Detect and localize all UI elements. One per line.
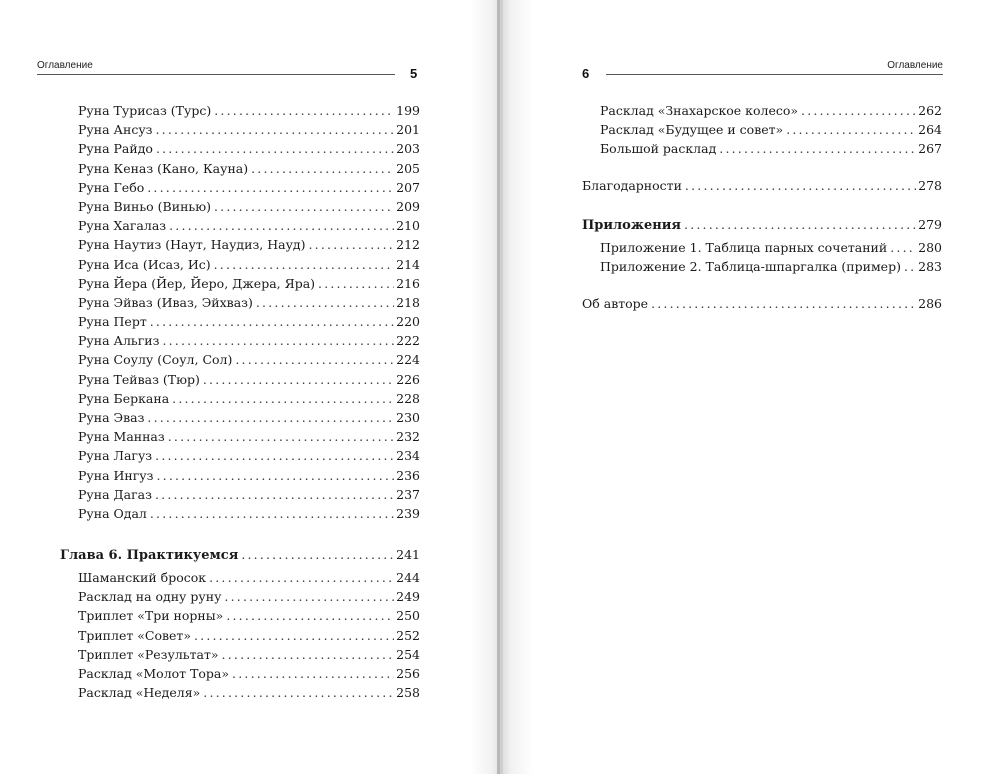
toc-entry-title: Руна Дагаз	[78, 486, 152, 502]
dot-leader	[194, 626, 394, 645]
running-head-title: Оглавление	[887, 60, 943, 71]
toc-about	[582, 294, 942, 313]
toc-entry-page: 209	[396, 198, 420, 214]
toc-entry-page: 210	[396, 218, 420, 234]
toc-entry-page: 214	[396, 256, 420, 272]
toc-entry-page: 216	[396, 275, 420, 291]
toc-entry[interactable]	[78, 293, 420, 312]
dot-leader	[168, 427, 394, 446]
toc-entry[interactable]	[78, 626, 420, 645]
dot-leader	[786, 120, 916, 139]
running-head-title: Оглавление	[37, 60, 93, 71]
dot-leader	[172, 389, 394, 408]
dot-leader	[226, 606, 394, 625]
toc-appendix-list	[600, 238, 942, 276]
toc-entry[interactable]	[78, 408, 420, 427]
toc-entry-title: Расклад на одну руну	[78, 589, 222, 605]
toc-entry[interactable]	[78, 274, 420, 293]
toc-entry[interactable]	[78, 606, 420, 625]
toc-entry-title: Руна Тейваз (Тюр)	[78, 371, 200, 387]
toc-entry-title: Расклад «Будущее и совет»	[600, 122, 784, 138]
toc-entry[interactable]	[600, 257, 942, 276]
dot-leader	[214, 197, 394, 216]
toc-entry-page: 279	[918, 217, 942, 232]
toc-rune-list	[78, 101, 420, 523]
toc-entry-page: 228	[396, 390, 420, 406]
dot-leader	[209, 568, 394, 587]
toc-entry-page: 264	[918, 122, 942, 138]
toc-entry-title: Руна Соулу (Соул, Сол)	[78, 352, 233, 368]
toc-entry[interactable]	[78, 120, 420, 139]
toc-entry-title: Большой расклад	[600, 141, 717, 157]
toc-entry-page: 232	[396, 429, 420, 445]
toc-chapter-list	[78, 568, 420, 702]
dot-leader	[147, 408, 394, 427]
dot-leader	[155, 446, 394, 465]
toc-entry-title: Руна Турисаз (Турс)	[78, 103, 212, 118]
toc-spread-list	[600, 101, 942, 159]
toc-entry-title: Руна Беркана	[78, 390, 170, 406]
dot-leader	[685, 176, 916, 195]
toc-entry-page: 283	[918, 259, 942, 275]
toc-entry-page: 237	[396, 486, 420, 502]
toc-appendix	[582, 215, 942, 234]
dot-leader	[651, 294, 916, 313]
toc-entry-page: 207	[396, 179, 420, 195]
page-number: 6	[582, 66, 590, 81]
dot-leader	[309, 235, 395, 254]
toc-entry-title: Руна Райдо	[78, 141, 153, 157]
toc-chapter-heading[interactable]	[60, 545, 420, 564]
toc-entry-page: 280	[918, 240, 942, 255]
toc-entry-page: 254	[396, 646, 420, 662]
toc-entry-title: Триплет «Результат»	[78, 646, 219, 662]
toc-entry[interactable]	[78, 664, 420, 683]
dot-leader	[150, 312, 394, 331]
book-gutter	[497, 0, 503, 774]
toc-entry-page: 203	[396, 141, 420, 157]
dot-leader	[256, 293, 394, 312]
dot-leader	[162, 331, 394, 350]
toc-entry-page: 250	[396, 608, 420, 624]
toc-entry-title: Руна Кеназ (Кано, Кауна)	[78, 160, 249, 176]
dot-leader	[801, 101, 916, 120]
toc-entry[interactable]	[78, 331, 420, 350]
toc-entry-page: 244	[396, 570, 420, 585]
toc-entry-title: Глава 6. Практикуемся	[60, 548, 239, 563]
dot-leader	[169, 216, 394, 235]
dot-leader	[224, 587, 394, 606]
toc-entry[interactable]	[78, 178, 420, 197]
running-head-rule	[606, 74, 943, 75]
toc-entry-page: 239	[396, 505, 420, 521]
running-head-rule	[37, 74, 395, 75]
toc-entry-title: Руна Гебо	[78, 179, 145, 195]
toc-entry-page: 212	[396, 237, 420, 253]
toc-entry[interactable]	[78, 504, 420, 523]
dot-leader	[318, 274, 394, 293]
toc-entry-title: Расклад «Молот Тора»	[78, 665, 230, 681]
dot-leader	[241, 545, 394, 564]
toc-entry-page: 226	[396, 371, 420, 387]
toc-entry[interactable]	[600, 120, 942, 139]
toc-entry-title: Руна Ансуз	[78, 122, 153, 138]
toc-entry[interactable]	[78, 312, 420, 331]
toc-entry[interactable]	[78, 101, 420, 120]
toc-entry-page: 252	[396, 627, 420, 643]
toc-acknowledgements	[582, 176, 942, 195]
toc-entry[interactable]	[78, 389, 420, 408]
dot-leader	[214, 101, 394, 120]
toc-entry-title: Руна Альгиз	[78, 333, 160, 349]
left-page	[0, 0, 497, 774]
toc-entry-title: Шаманский бросок	[78, 570, 207, 585]
toc-entry-title: Расклад «Знахарское колесо»	[600, 103, 799, 118]
toc-entry-title: Руна Одал	[78, 505, 147, 521]
toc-entry-title: Благодарности	[582, 178, 682, 193]
toc-entry[interactable]	[78, 587, 420, 606]
toc-entry-title: Руна Иса (Исаз, Ис)	[78, 256, 211, 272]
toc-entry-title: Руна Йера (Йер, Йеро, Джера, Яра)	[78, 275, 316, 291]
dot-leader	[222, 645, 395, 664]
dot-leader	[156, 139, 394, 158]
dot-leader	[904, 257, 916, 276]
toc-entry-page: 278	[918, 178, 942, 193]
toc-entry[interactable]	[78, 446, 420, 465]
dot-leader	[156, 466, 394, 485]
toc-entry[interactable]	[600, 139, 942, 158]
dot-leader	[150, 504, 394, 523]
toc-entry[interactable]	[78, 568, 420, 587]
toc-entry[interactable]	[582, 294, 942, 313]
dot-leader	[156, 120, 395, 139]
toc-entry-page: 205	[396, 160, 420, 176]
toc-entry[interactable]	[78, 255, 420, 274]
toc-entry[interactable]	[582, 176, 942, 195]
toc-entry-title: Приложение 2. Таблица-шпаргалка (пример)	[600, 259, 901, 275]
toc-entry-page: 199	[396, 103, 420, 118]
toc-entry-title: Расклад «Неделя»	[78, 685, 201, 701]
dot-leader	[235, 350, 394, 369]
toc-entry[interactable]	[600, 238, 942, 257]
toc-entry-title: Об авторе	[582, 296, 649, 311]
toc-entry[interactable]	[78, 370, 420, 389]
toc-entry-title: Руна Наутиз (Наут, Наудиз, Науд)	[78, 237, 306, 253]
toc-entry-page: 267	[918, 141, 942, 157]
toc-entry-page: 241	[396, 547, 420, 562]
toc-entry[interactable]	[78, 466, 420, 485]
toc-entry-title: Триплет «Три норны»	[78, 608, 224, 624]
toc-entry[interactable]	[78, 139, 420, 158]
toc-entry[interactable]	[78, 485, 420, 504]
toc-entry-page: 286	[918, 296, 942, 311]
toc-entry-page: 258	[396, 685, 420, 701]
toc-entry-page: 222	[396, 333, 420, 349]
page-number: 5	[410, 66, 418, 81]
toc-entry-page: 234	[396, 448, 420, 464]
toc-entry[interactable]	[78, 235, 420, 254]
toc-entry[interactable]	[78, 350, 420, 369]
dot-leader	[147, 178, 394, 197]
dot-leader	[214, 255, 395, 274]
dot-leader	[251, 159, 394, 178]
toc-entry-page: 256	[396, 665, 420, 681]
toc-entry-page: 236	[396, 467, 420, 483]
toc-entry[interactable]	[78, 645, 420, 664]
toc-entry-title: Руна Лагуз	[78, 448, 153, 464]
toc-entry-title: Триплет «Совет»	[78, 627, 191, 643]
toc-entry-title: Приложение 1. Таблица парных сочетаний	[600, 240, 888, 255]
toc-chapter	[60, 545, 420, 564]
toc-entry-page: 220	[396, 314, 420, 330]
toc-entry-page: 262	[918, 103, 942, 118]
dot-leader	[155, 485, 394, 504]
toc-entry[interactable]	[78, 197, 420, 216]
toc-entry[interactable]	[78, 427, 420, 446]
dot-leader	[232, 664, 394, 683]
toc-entry[interactable]	[78, 159, 420, 178]
toc-entry[interactable]	[78, 683, 420, 702]
dot-leader	[203, 370, 394, 389]
toc-entry-page: 230	[396, 410, 420, 425]
right-page	[503, 0, 1000, 774]
dot-leader	[890, 238, 916, 257]
toc-entry-title: Руна Перт	[78, 314, 147, 330]
toc-entry[interactable]	[78, 216, 420, 235]
toc-entry-title: Руна Эйваз (Иваз, Эйхваз)	[78, 294, 253, 310]
toc-entry[interactable]	[600, 101, 942, 120]
toc-entry-title: Руна Хагалаз	[78, 218, 167, 234]
toc-entry-title: Приложения	[582, 218, 682, 233]
dot-leader	[203, 683, 394, 702]
toc-entry-page: 224	[396, 352, 420, 368]
toc-entry-page: 218	[396, 294, 420, 310]
toc-entry-title: Руна Виньо (Винью)	[78, 198, 211, 214]
dot-leader	[684, 215, 916, 234]
toc-entry-page: 201	[396, 122, 420, 138]
dot-leader	[719, 139, 916, 158]
toc-entry-title: Руна Ингуз	[78, 467, 154, 483]
toc-chapter-heading[interactable]	[582, 215, 942, 234]
toc-entry-title: Руна Манназ	[78, 429, 165, 445]
toc-entry-page: 249	[396, 589, 420, 605]
toc-entry-title: Руна Эваз	[78, 410, 145, 425]
